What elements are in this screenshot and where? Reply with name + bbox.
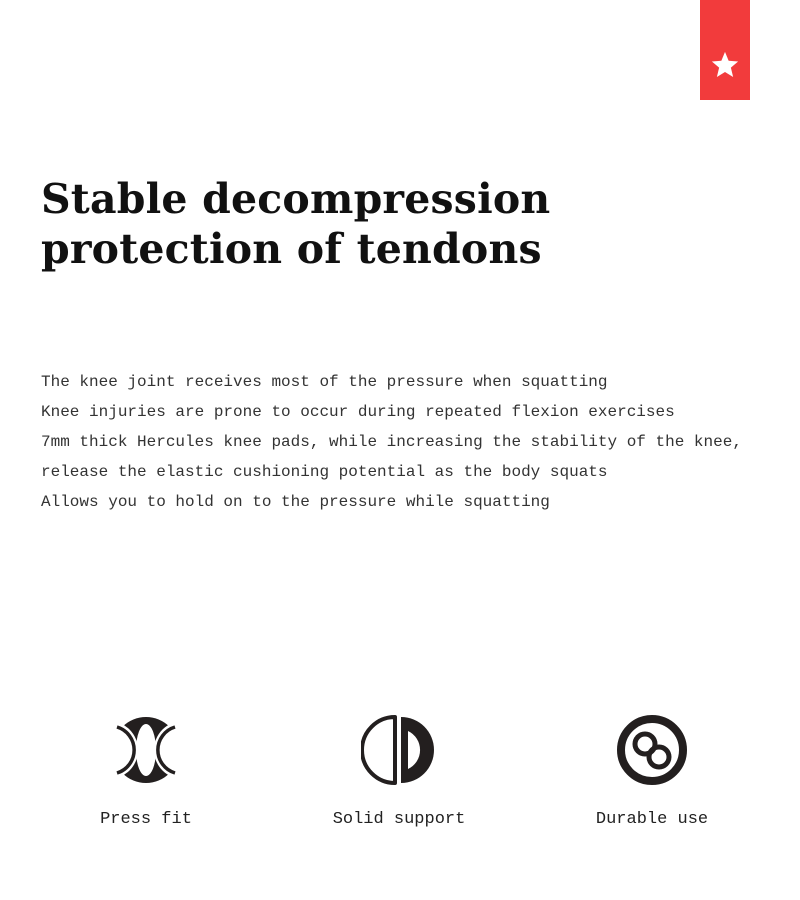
description-line: The knee joint receives most of the pressure when squatting [41,373,608,391]
solid-support-icon [361,712,437,788]
description-line: 7mm thick Hercules knee pads, while increasing the stability of the knee, [41,433,742,451]
star-icon [710,50,740,80]
description-line: release the elastic cushioning potential as the body squats [41,463,608,481]
description-line: Allows you to hold on to the pressure while squatting [41,493,550,511]
title-line-1: Stable decompression [41,175,551,223]
star-badge [700,0,750,100]
title-line-2: protection of tendons [41,225,542,273]
durable-use-icon [614,712,690,788]
feature-durable-use [552,712,752,829]
feature-label: Durable use [595,810,709,829]
feature-label: Solid support [332,810,466,829]
press-fit-icon [108,712,184,788]
page-title [41,174,550,274]
feature-label: Press fit [100,810,192,829]
feature-press-fit [46,712,246,829]
description-line: Knee injuries are prone to occur during repeated flexion exercises [41,403,675,421]
feature-solid-support [299,712,499,829]
description-block [41,367,781,517]
